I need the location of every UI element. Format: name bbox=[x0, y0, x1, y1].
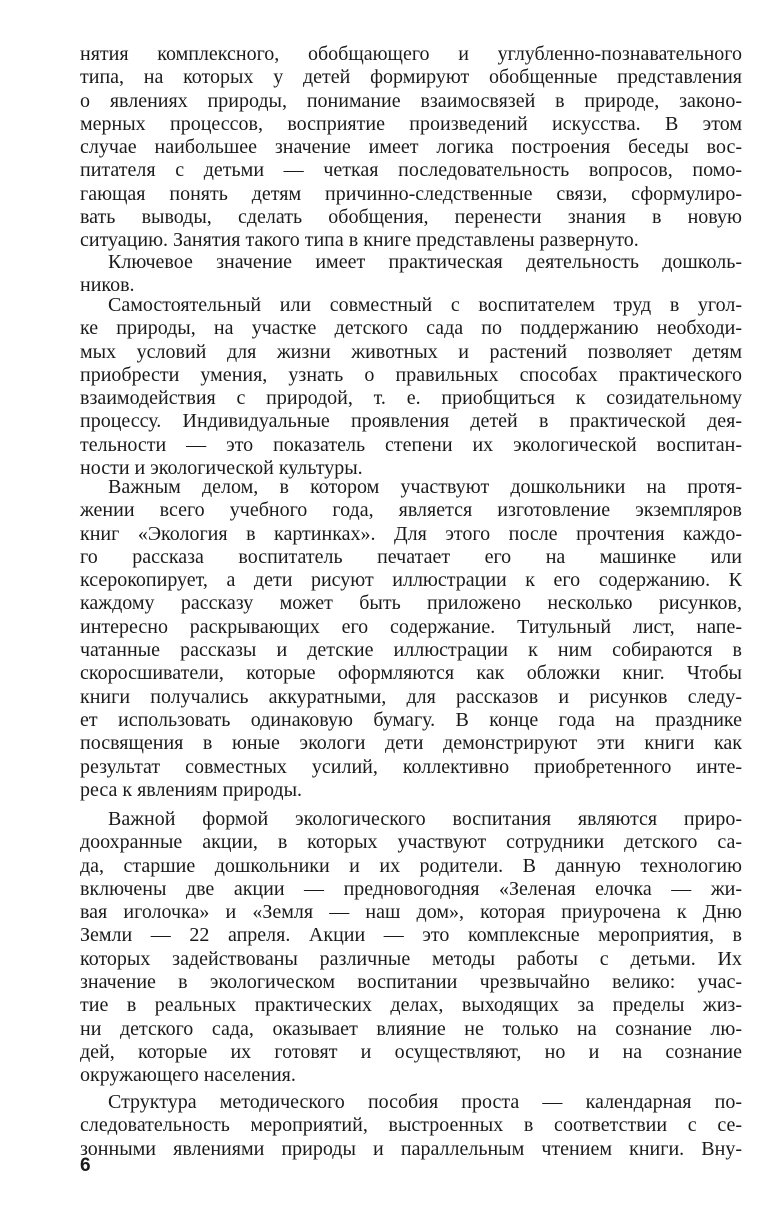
paragraph bbox=[80, 294, 742, 480]
text-line: Самостоятельный или совместный с воспитателем труд в угол- bbox=[108, 294, 742, 316]
text-line: доохранные акции, в которых участвуют сотрудники детского са- bbox=[80, 831, 742, 854]
text-line: Ключевое значение имеет практическая деятельность дошколь- bbox=[108, 251, 742, 273]
text-line: мерных процессов, восприятие произведений искусства. В этом bbox=[80, 112, 742, 135]
text-line: окружающего населения. bbox=[80, 1064, 296, 1087]
text-line: реса к явлениям природы. bbox=[80, 778, 303, 801]
paragraph bbox=[80, 1091, 742, 1161]
text-line: случае наибольшее значение имеет логика построения беседы вос- bbox=[80, 136, 742, 159]
text-line: гающая понять детям причинно-следственные связи, сформулиро- bbox=[80, 182, 742, 205]
text-line: тие в реальных практических делах, выходящих за пределы жиз- bbox=[80, 994, 742, 1017]
paragraph bbox=[80, 476, 742, 802]
text-line: жении всего учебного года, является изготовление экземпляров bbox=[80, 499, 742, 522]
text-line: мых условий для жизни животных и растений позволяет детям bbox=[80, 340, 742, 363]
text-line: ности и экологической культуры. bbox=[80, 457, 363, 480]
text-line: которых задействованы различные методы работы с детьми. Их bbox=[80, 947, 742, 970]
text-line: результат совместных усилий, коллективно приобретенного инте- bbox=[80, 755, 742, 778]
text-line: книг «Экология в картинках». Для этого после прочтения каждо- bbox=[80, 522, 742, 545]
text-line: взаимодействия с природой, т. е. приобщиться к созидательному bbox=[80, 387, 742, 410]
text-line: приобрести умения, узнать о правильных способах практического bbox=[80, 363, 742, 386]
text-line: ников. bbox=[80, 274, 135, 297]
text-line: значение в экологическом воспитании чрезвычайно велико: учас- bbox=[80, 971, 742, 994]
page-number: 6 bbox=[80, 1155, 91, 1176]
text-line: ке природы, на участке детского сада по поддержанию необходи- bbox=[80, 317, 742, 340]
text-line: ни детского сада, оказывает влияние не только на сознание лю- bbox=[80, 1017, 742, 1040]
text-line: скоросшиватели, которые оформляются как обложки книг. Чтобы bbox=[80, 662, 742, 685]
text-line: ситуацию. Занятия такого типа в книге представлены развернуто. bbox=[80, 229, 639, 252]
text-line: включены две акции — предновогодняя «Зеленая елочка — жи- bbox=[80, 877, 742, 900]
text-line: следовательность мероприятий, выстроенных в соответствии с се- bbox=[80, 1114, 742, 1137]
text-line: ет использовать одинаковую бумагу. В конце года на празднике bbox=[80, 708, 742, 731]
text-line: вая иголочка» и «Земля — наш дом», которая приурочена к Дню bbox=[80, 901, 742, 924]
text-line: го рассказа воспитатель печатает его на машинке или bbox=[80, 545, 742, 568]
text-line: питателя с детьми — четкая последовательность вопросов, помо- bbox=[80, 159, 742, 182]
text-line: вать выводы, сделать обобщения, перенести знания в новую bbox=[80, 206, 742, 229]
text-line: посвящения в юные экологи дети демонстрируют эти книги как bbox=[80, 732, 742, 755]
text-line: типа, на которых у детей формируют обобщенные представления bbox=[80, 66, 742, 89]
text-line: Земли — 22 апреля. Акции — это комплексные мероприятия, в bbox=[80, 924, 742, 947]
text-line: тельности — это показатель степени их экологической воспитан- bbox=[80, 433, 742, 456]
text-line: каждому рассказу может быть приложено несколько рисунков, bbox=[80, 592, 742, 615]
text-line: процессу. Индивидуальные проявления детей в практической дея- bbox=[80, 410, 742, 433]
text-line: чатанные рассказы и детские иллюстрации к ним собираются в bbox=[80, 639, 742, 662]
text-line: интересно раскрывающих его содержание. Титульный лист, напе- bbox=[80, 615, 742, 638]
text-line: книги получались аккуратными, для рассказов и рисунков следу- bbox=[80, 685, 742, 708]
text-line: Важным делом, в котором участвуют дошкольники на протя- bbox=[108, 476, 742, 498]
text-line: Структура методического пособия проста — календарная по- bbox=[108, 1091, 742, 1113]
paragraph bbox=[80, 43, 742, 253]
text-line: Важной формой экологического воспитания являются приро- bbox=[108, 808, 742, 830]
text-line: да, старшие дошкольники и их родители. В данную технологию bbox=[80, 854, 742, 877]
text-line: нятия комплексного, обобщающего и углубленно-познавательного bbox=[80, 43, 742, 65]
paragraph bbox=[80, 251, 742, 298]
text-line: ксерокопирует, а дети рисуют иллюстрации к его содержанию. К bbox=[80, 569, 742, 592]
paragraph bbox=[80, 808, 742, 1088]
text-line: дей, которые их готовят и осуществляют, но и на сознание bbox=[80, 1040, 742, 1063]
text-line: зонными явлениями природы и параллельным чтением книги. Вну- bbox=[80, 1137, 742, 1160]
text-line: о явлениях природы, понимание взаимосвязей в природе, законо- bbox=[80, 89, 742, 112]
